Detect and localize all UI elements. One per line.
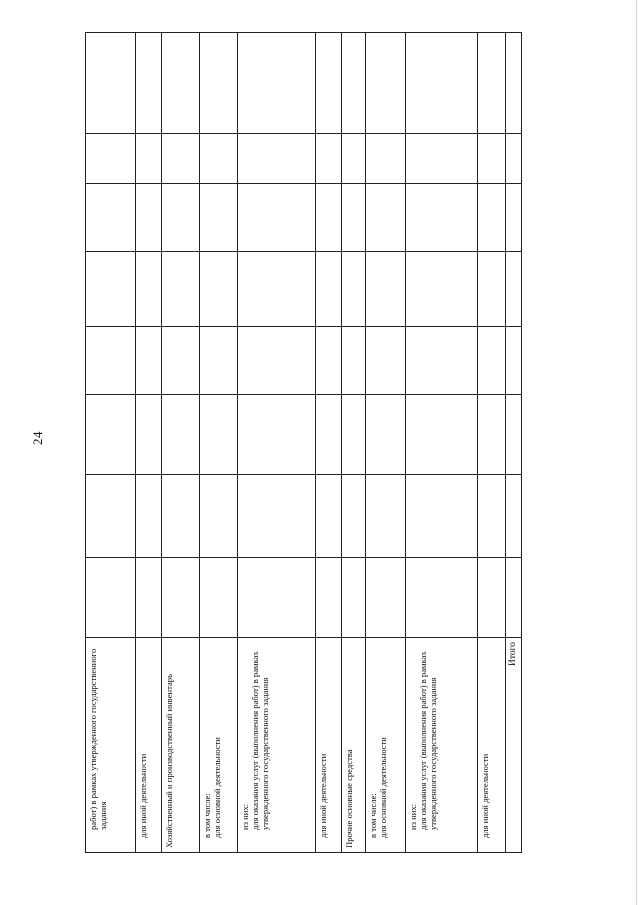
table-row [478,33,506,853]
value-cell [406,252,478,327]
value-cell [366,252,406,327]
value-cell [162,558,200,638]
value-cell [342,475,366,558]
value-cell [316,134,342,184]
table-row [316,33,342,853]
value-cell [506,395,522,475]
table-row [342,33,366,853]
value-cell [86,33,136,134]
value-cell [238,558,316,638]
value-cell [316,184,342,252]
row-label: в том числе: для основной деятельности [200,638,238,853]
value-cell [406,327,478,395]
value-cell [478,475,506,558]
value-cell [86,134,136,184]
row-label: в том числе: для основной деятельности [366,638,406,853]
row-label: работ) в рамках утвержденного государственного задания [86,638,136,853]
table-row [86,33,136,853]
value-cell [162,134,200,184]
value-cell [406,184,478,252]
value-cell [478,184,506,252]
value-cell [136,33,162,134]
value-cell [238,327,316,395]
value-cell [478,33,506,134]
value-cell [316,327,342,395]
value-cell [316,252,342,327]
value-cell [478,558,506,638]
value-cell [316,558,342,638]
value-cell [406,475,478,558]
row-label: из них: для оказания услуг (выполнения работ) в рамках утвержденного государственного задания [238,638,316,853]
value-cell [136,134,162,184]
value-cell [136,252,162,327]
value-cell [506,327,522,395]
value-cell [200,134,238,184]
value-cell [238,395,316,475]
value-cell [162,252,200,327]
value-cell [200,475,238,558]
value-cell [316,475,342,558]
value-cell [478,252,506,327]
table-row [506,33,522,853]
value-cell [406,33,478,134]
value-cell [316,395,342,475]
value-cell [238,475,316,558]
value-cell [366,395,406,475]
value-cell [406,558,478,638]
scan-edge [636,0,637,905]
value-cell [366,33,406,134]
value-cell [136,184,162,252]
table-row [366,33,406,853]
table-row [238,33,316,853]
value-cell [342,134,366,184]
table-row [406,33,478,853]
value-cell [86,395,136,475]
asset-table [85,32,522,853]
value-cell [366,558,406,638]
value-cell [478,395,506,475]
value-cell [366,184,406,252]
row-label: для иной деятельности [136,638,162,853]
value-cell [238,184,316,252]
value-cell [478,134,506,184]
row-label: Итого [506,638,522,853]
value-cell [162,184,200,252]
value-cell [238,252,316,327]
value-cell [136,558,162,638]
value-cell [506,475,522,558]
value-cell [238,134,316,184]
value-cell [316,33,342,134]
value-cell [406,134,478,184]
value-cell [86,327,136,395]
value-cell [86,184,136,252]
table-row [162,33,200,853]
table-row [136,33,162,853]
value-cell [478,327,506,395]
rotated-table-wrapper [85,33,518,853]
value-cell [506,33,522,134]
value-cell [86,252,136,327]
value-cell [342,327,366,395]
value-cell [200,184,238,252]
value-cell [136,475,162,558]
value-cell [406,395,478,475]
row-label: для иной деятельности [478,638,506,853]
table-body [86,33,522,853]
row-label: для иной деятельности [316,638,342,853]
value-cell [200,395,238,475]
value-cell [506,558,522,638]
value-cell [342,558,366,638]
value-cell [366,134,406,184]
value-cell [162,475,200,558]
value-cell [136,395,162,475]
value-cell [86,558,136,638]
value-cell [200,558,238,638]
value-cell [506,252,522,327]
value-cell [162,327,200,395]
row-label: Прочие основные средства [342,638,366,853]
value-cell [342,33,366,134]
value-cell [342,252,366,327]
value-cell [162,33,200,134]
value-cell [506,134,522,184]
value-cell [366,327,406,395]
table-row [200,33,238,853]
row-label: Хозяйственный и производственный инвентарь [162,638,200,853]
value-cell [342,395,366,475]
value-cell [162,395,200,475]
row-label: из них: для оказания услуг (выполнения работ) в рамках утвержденного государственного задания [406,638,478,853]
value-cell [200,33,238,134]
value-cell [200,327,238,395]
value-cell [86,475,136,558]
value-cell [366,475,406,558]
value-cell [506,184,522,252]
page-number: 24 [30,431,45,445]
value-cell [238,33,316,134]
value-cell [342,184,366,252]
value-cell [136,327,162,395]
value-cell [200,252,238,327]
